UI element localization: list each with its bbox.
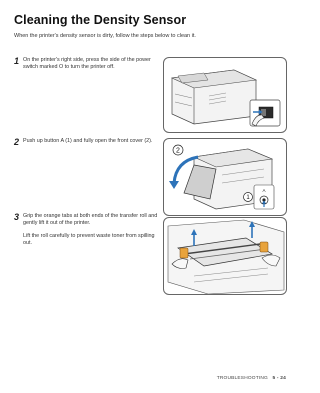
step-2-text: Push up button A (1) and fully open the front cover (2). <box>23 138 153 144</box>
step-2-number: 2 <box>14 137 20 147</box>
step-1-text: On the printer's right side, press the side of the power switch marked O to turn the printer off. <box>23 57 151 71</box>
step-3-note: Lift the roll carefully to prevent waste toner from spilling out. <box>23 233 155 247</box>
footer-page-number: 5 - 24 <box>272 376 286 381</box>
page-title: Cleaning the Density Sensor <box>14 13 187 27</box>
transfer-roll-drawing <box>164 218 286 294</box>
callout-1: 1 <box>246 195 250 201</box>
intro-text: When the printer's density sensor is dirty, follow the steps below to clean it. <box>14 33 196 39</box>
front-cover-open-drawing <box>164 139 286 215</box>
step-1-number: 1 <box>14 56 20 66</box>
transfer-roll-removal-illustration <box>163 217 287 295</box>
step-3-number: 3 <box>14 212 20 222</box>
footer-section: TROUBLESHOOTING <box>216 376 268 381</box>
printer-power-switch-illustration <box>163 57 287 133</box>
open-front-cover-illustration <box>163 138 287 216</box>
callout-2: 2 <box>176 147 180 155</box>
step-3-text: Grip the orange tabs at both ends of the transfer roll and gently lift it out of the printer. <box>23 213 158 227</box>
button-a-label: A <box>262 188 266 193</box>
page-footer <box>0 376 300 381</box>
printer-side-view-drawing <box>164 58 286 132</box>
